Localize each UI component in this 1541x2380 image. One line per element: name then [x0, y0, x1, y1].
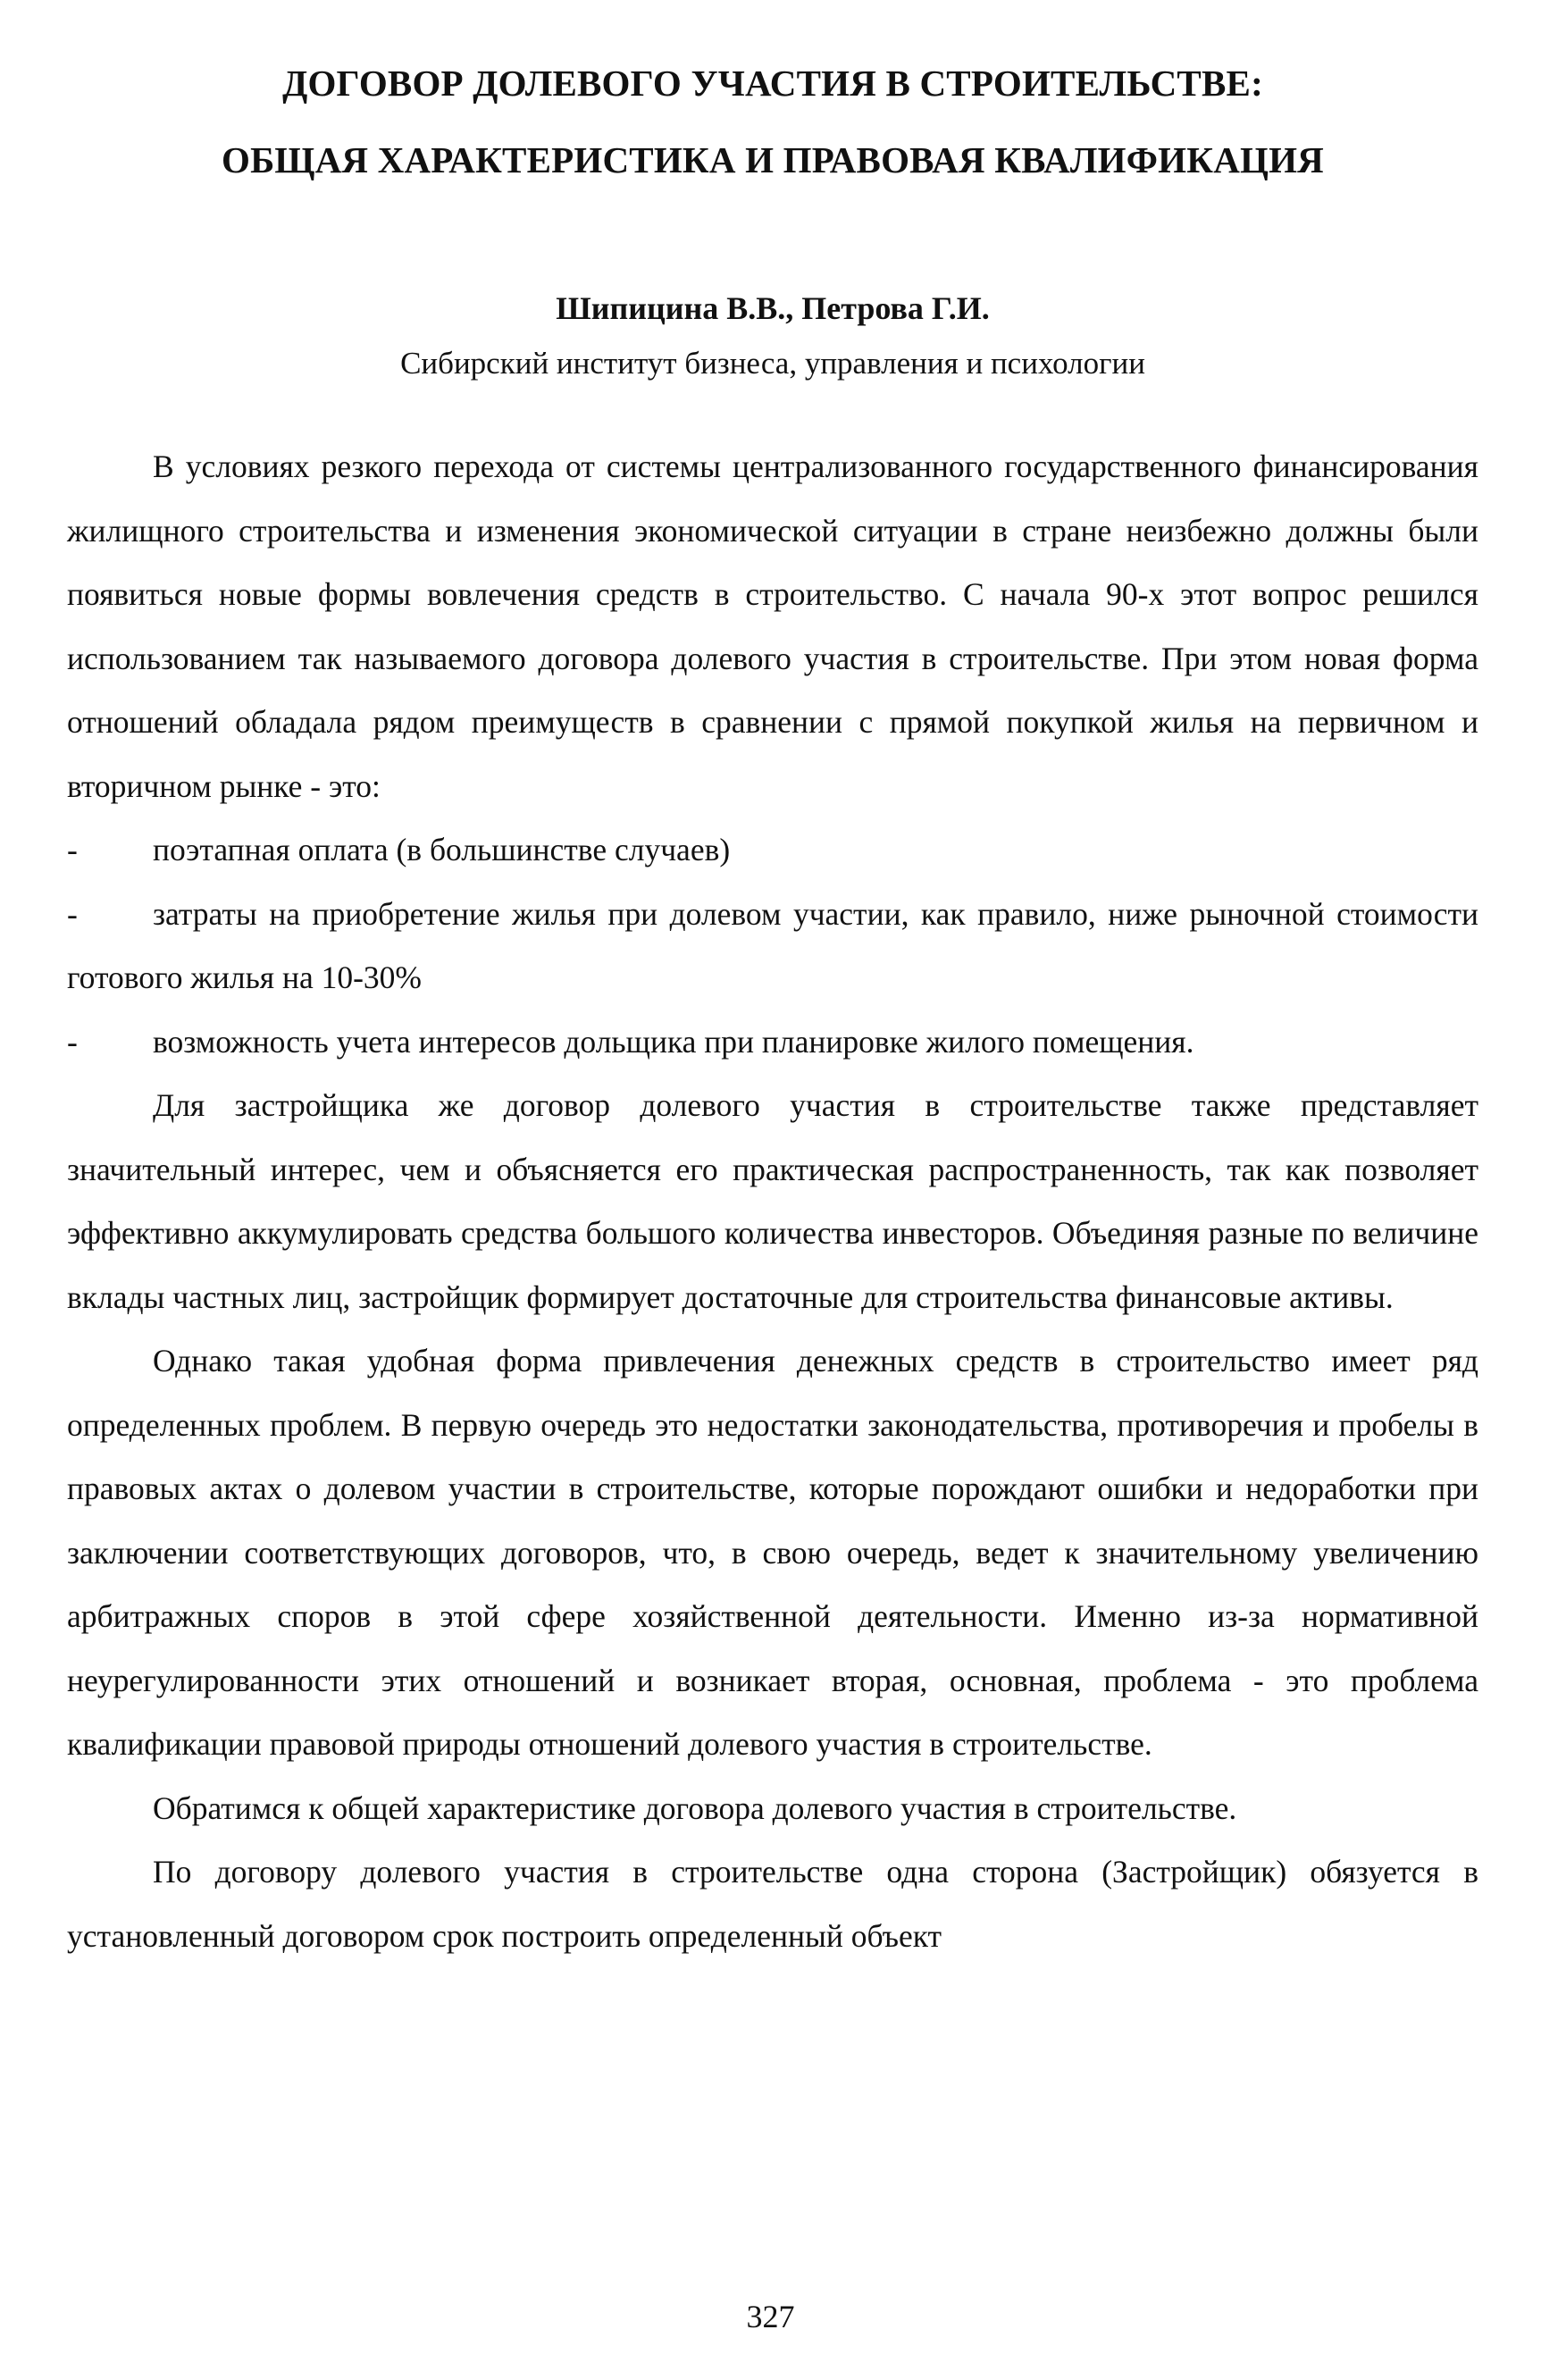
article-body — [67, 435, 1478, 1968]
paragraph-4: Обратимся к общей характеристике договора долевого участия в строительстве. — [153, 1789, 1237, 1826]
paragraph-5: По договору долевого участия в строительстве одна сторона (Застройщик) обязуется в установленный договором срок построить определенный объект — [67, 1854, 1478, 1954]
document-title — [67, 45, 1478, 198]
list-dash: - — [67, 1023, 78, 1060]
title-line-2: ОБЩАЯ ХАРАКТЕРИСТИКА И ПРАВОВАЯ КВАЛИФИКАЦИЯ — [222, 139, 1324, 180]
list-item-2 — [67, 883, 1478, 1010]
list-item-1 — [67, 818, 1478, 883]
paragraph-2: Для застройщика же договор долевого участия в строительстве также представляет значительный интерес, чем и объясняется его практическая распространенность, так как позволяет эффективно аккумулировать средства большого количества инвесторов. Объединяя разные по величине вклады частных лиц, застройщик формирует достаточные для строительства финансовые активы. — [67, 1087, 1478, 1315]
authors: Шипицина В.В., Петрова Г.И. — [556, 290, 990, 326]
list-item-text: возможность учета интересов дольщика при планировке жилого помещения. — [153, 1023, 1194, 1060]
list-item-3 — [67, 1010, 1478, 1075]
paragraph-1: В условиях резкого перехода от системы централизованного государственного финансирования жилищного строительства и изменения экономической ситуации в стране неизбежно должны были появиться новые формы вовлечения средств в строительство. С начала 90-х этот вопрос решился использованием так называемого договора долевого участия в строительстве. При этом новая форма отношений обладала рядом преимуществ в сравнении с прямой покупкой жилья на первичном и вторичном рынке - это: — [67, 448, 1478, 804]
title-line-1: ДОГОВОР ДОЛЕВОГО УЧАСТИЯ В СТРОИТЕЛЬСТВЕ: — [282, 63, 1263, 104]
list-dash: - — [67, 895, 78, 932]
list-item-text: затраты на приобретение жилья при долевом участии, как правило, ниже рыночной стоимости готового жилья на 10-30% — [67, 895, 1478, 995]
list-dash: - — [67, 832, 78, 867]
document-page — [67, 45, 1478, 1968]
page-number: 327 — [746, 2299, 795, 2334]
paragraph-3: Однако такая удобная форма привлечения денежных средств в строительство имеет ряд определенных проблем. В первую очередь это недостатки законодательства, противоречия и пробелы в правовых актах о долевом участии в строительстве, которые порождают ошибки и недоработки при заключении соответствующих договоров, что, в свою очередь, ведет к значительному увеличению арбитражных споров в этой сфере хозяйственной деятельности. Именно из-за нормативной неурегулированности этих отношений и возникает вторая, основная, проблема - это проблема квалификации правовой природы отношений долевого участия в строительстве. — [67, 1343, 1478, 1762]
list-item-text: поэтапная оплата (в большинстве случаев) — [153, 832, 731, 867]
affiliation: Сибирский институт бизнеса, управления и психологии — [400, 346, 1145, 381]
